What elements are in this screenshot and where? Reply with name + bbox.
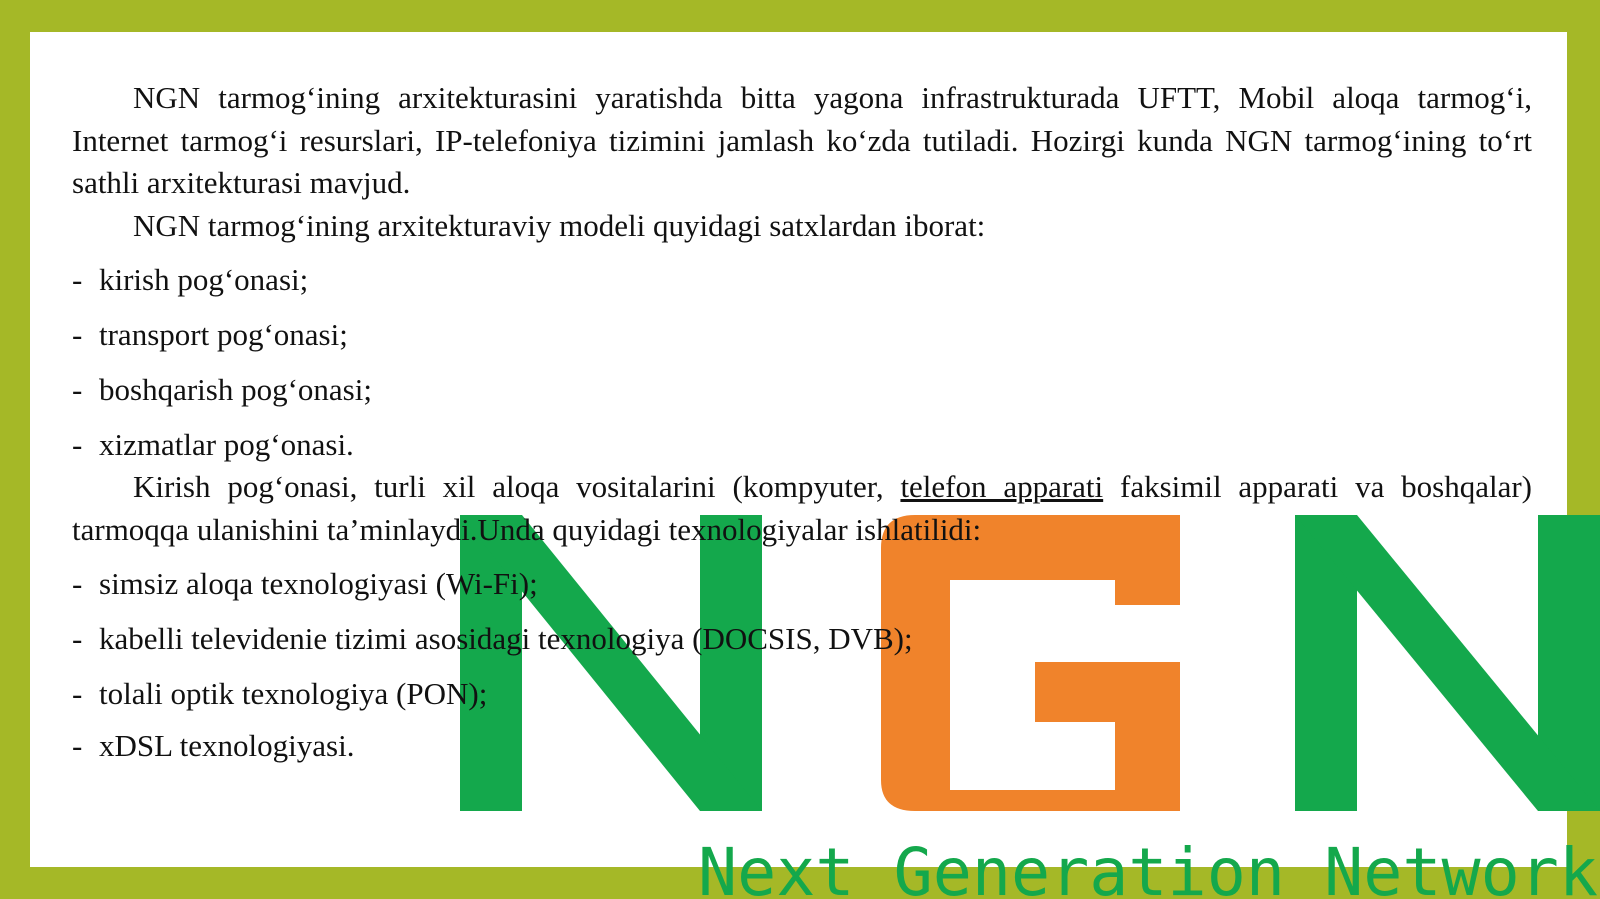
list-item-text: xizmatlar pog‘onasi.	[99, 427, 354, 462]
list-item-text: boshqarish pog‘onasi;	[99, 372, 372, 407]
slide-body	[72, 77, 1532, 780]
list-item-text: kabelli televidenie tizimi asosidagi texnologiya (DOCSIS, DVB);	[99, 621, 913, 656]
list-dash: -	[72, 317, 83, 352]
list-item	[72, 424, 1532, 466]
list-dash: -	[72, 566, 83, 601]
list-dash: -	[72, 372, 83, 407]
intro-paragraph: NGN tarmog‘ining arxitekturasini yaratishda bitta yagona infrastrukturada UFTT, Mobil aloqa tarmog‘i, Internet tarmog‘i resurslari, IP-telefoniya tizimini jamlash ko‘zda tutiladi. Hozirgi kunda NGN tarmog‘ining to‘rt sathli arxitekturasi mavjud.	[72, 80, 1532, 200]
access-text-start: Kirish pog‘onasi, turli xil aloqa vositalarini (kompyuter,	[133, 469, 901, 504]
list-item	[72, 563, 1532, 618]
list-item-text: tolali optik texnologiya (PON);	[99, 676, 488, 711]
list-item	[72, 369, 1532, 424]
access-text-end: faksimil apparati va boshqalar) tarmoqqa ulanishini ta’minlaydi.Unda quyidagi texnologiyalar ishlatilidi:	[72, 469, 1533, 547]
list-dash: -	[72, 676, 83, 711]
list-item	[72, 618, 1532, 673]
layers-list	[72, 259, 1532, 466]
technologies-list	[72, 563, 1532, 780]
list-item-text: transport pog‘onasi;	[99, 317, 348, 352]
bottom-accent-stripe	[30, 868, 461, 899]
list-item-text: kirish pog‘onasi;	[99, 262, 309, 297]
access-layer-paragraph	[72, 466, 1532, 551]
model-intro-paragraph: NGN tarmog‘ining arxitekturaviy modeli quyidagi satxlardan iborat:	[133, 207, 986, 243]
list-item	[72, 673, 1532, 725]
list-item-text: xDSL texnologiyasi.	[99, 728, 355, 763]
list-item-text: simsiz aloqa texnologiyasi (Wi-Fi);	[99, 566, 538, 601]
list-dash: -	[72, 427, 83, 462]
list-item	[72, 314, 1532, 369]
list-dash: -	[72, 728, 83, 763]
list-dash: -	[72, 262, 83, 297]
logo-subtitle: Next Generation Network	[698, 834, 1598, 899]
list-item	[72, 259, 1532, 314]
list-dash: -	[72, 621, 83, 656]
list-item	[72, 725, 1532, 780]
telefon-apparati-link[interactable]: telefon apparati	[900, 469, 1104, 504]
